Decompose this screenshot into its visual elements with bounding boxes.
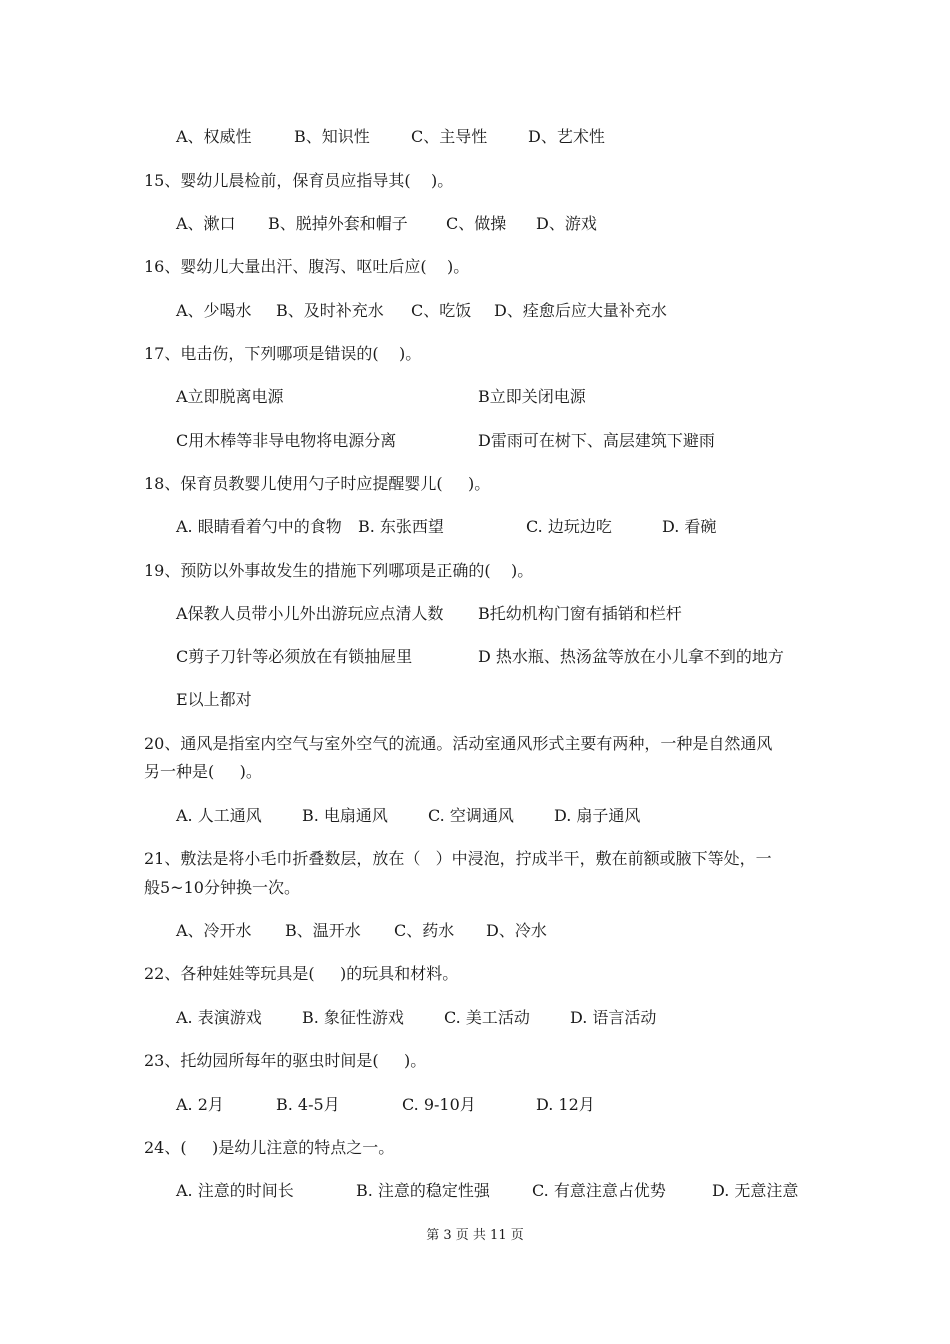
option-b: B、温开水 [285, 921, 361, 940]
option-e: E以上都对 [176, 690, 252, 709]
option-b: B、知识性 [294, 127, 370, 146]
option-b: B. 电扇通风 [302, 806, 388, 825]
question-16-stem: 16、婴幼儿大量出汗、腹泻、呕吐后应( )。 [144, 257, 470, 276]
question-18-stem: 18、保育员教婴儿使用勺子时应提醒婴儿( )。 [144, 474, 491, 493]
option-a: A、权威性 [176, 127, 252, 146]
question-21-stem-line-2: 般5~10分钟换一次。 [144, 878, 300, 897]
option-a: A、少喝水 [176, 301, 252, 320]
option-c: C用木棒等非导电物将电源分离 [176, 431, 397, 450]
option-c: C、做操 [446, 214, 507, 233]
option-a: A. 表演游戏 [176, 1008, 262, 1027]
option-d: D. 无意注意 [712, 1181, 799, 1200]
option-c: C、主导性 [411, 127, 488, 146]
option-d: D、冷水 [486, 921, 547, 940]
page-footer: 第 3 页 共 11 页 [426, 1228, 524, 1243]
option-d: D雷雨可在树下、高层建筑下避雨 [478, 431, 715, 450]
option-d: D 热水瓶、热汤盆等放在小儿拿不到的地方 [478, 647, 784, 666]
option-b: B. 象征性游戏 [302, 1008, 404, 1027]
question-20-stem-line-2: 另一种是( )。 [144, 762, 262, 781]
option-b: B. 4-5月 [276, 1095, 340, 1114]
option-c: C、药水 [394, 921, 455, 940]
option-c: C. 空调通风 [428, 806, 514, 825]
option-c: C. 美工活动 [444, 1008, 530, 1027]
option-d: D. 看碗 [662, 517, 717, 536]
option-b: B立即关闭电源 [478, 387, 586, 406]
question-22-stem: 22、各种娃娃等玩具是( )的玩具和材料。 [144, 964, 459, 983]
option-a: A. 人工通风 [176, 806, 262, 825]
option-c: C剪子刀针等必须放在有锁抽屉里 [176, 647, 413, 666]
option-a: A、冷开水 [176, 921, 252, 940]
question-19-stem: 19、预防以外事故发生的措施下列哪项是正确的( )。 [144, 561, 534, 580]
option-d: D、痊愈后应大量补充水 [494, 301, 667, 320]
option-c: C. 有意注意占优势 [532, 1181, 666, 1200]
option-c: C. 边玩边吃 [526, 517, 612, 536]
option-d: D、游戏 [536, 214, 597, 233]
option-b: B. 东张西望 [358, 517, 444, 536]
option-a: A. 2月 [176, 1095, 224, 1114]
option-b: B托幼机构门窗有插销和栏杆 [478, 604, 682, 623]
option-a: A. 眼睛看着勺中的食物 [176, 517, 342, 536]
question-17-stem: 17、电击伤，下列哪项是错误的( )。 [144, 344, 422, 363]
option-a: A立即脱离电源 [176, 387, 284, 406]
option-d: D、艺术性 [528, 127, 605, 146]
option-a: A保教人员带小儿外出游玩应点清人数 [176, 604, 444, 623]
option-c: C、吃饭 [411, 301, 472, 320]
option-c: C. 9-10月 [402, 1095, 476, 1114]
option-d: D. 语言活动 [570, 1008, 657, 1027]
option-a: A. 注意的时间长 [176, 1181, 294, 1200]
question-23-stem: 23、托幼园所每年的驱虫时间是( )。 [144, 1051, 427, 1070]
option-a: A、漱口 [176, 214, 236, 233]
option-d: D. 12月 [536, 1095, 595, 1114]
option-b: B、及时补充水 [276, 301, 384, 320]
question-24-stem: 24、( )是幼儿注意的特点之一。 [144, 1138, 395, 1157]
option-b: B、脱掉外套和帽子 [268, 214, 408, 233]
option-d: D. 扇子通风 [554, 806, 641, 825]
question-21-stem-line-1: 21、敷法是将小毛巾折叠数层，放在（ ）中浸泡，拧成半干，敷在前额或腋下等处，一 [144, 849, 772, 868]
option-b: B. 注意的稳定性强 [356, 1181, 490, 1200]
question-20-stem-line-1: 20、通风是指室内空气与室外空气的流通。活动室通风形式主要有两种，一种是自然通风 [144, 734, 773, 753]
question-15-stem: 15、婴幼儿晨检前，保育员应指导其( )。 [144, 171, 454, 190]
